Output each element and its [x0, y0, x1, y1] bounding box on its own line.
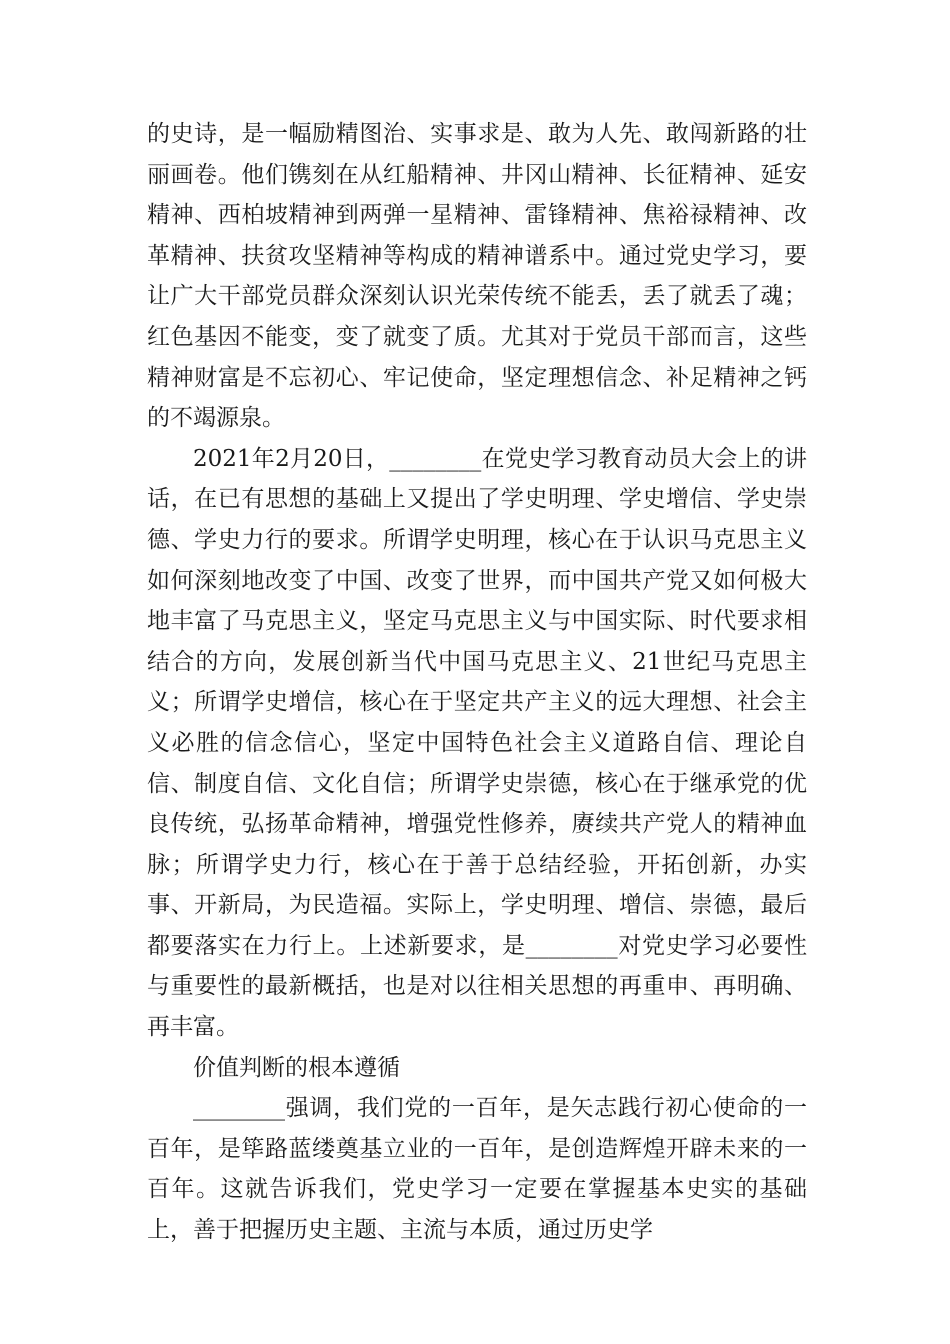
section-heading: 价值判断的根本遵循 — [193, 1054, 400, 1081]
paragraph-mobilization-speech: 2021年2月20日，________在党史学习教育动员大会上的讲话，在已有思想的基础上又提出了学史明理、学史增信、学史崇德、学史力行的要求。所谓学史明理，核心在于认识马克思主义如何深刻地改变了中国、改变了世界，而中国共产党又如何极大地丰富了马克思主义，坚定马克思主义与中国实际、时代要求相结合的方向，发展创新当代中国马克思主义、21世纪马克思主义；所谓学史增信，核心在于坚定共产主义的远大理想、社会主义必胜的信念信心，坚定中国特色社会主义道路自信、理论自信、制度自信、文化自信；所谓学史崇德，核心在于继承党的优良传统，弘扬革命精神，增强党性修养，赓续共产党人的精神血脉；所谓学史力行，核心在于善于总结经验，开拓创新，办实事、开新局，为民造福。实际上，学史明理、增信、崇德，最后都要落实在力行上。上述新要求，是________对党史学习必要性与重要性的最新概括，也是对以往相关思想的再重申、再明确、再丰富。 — [147, 445, 807, 1041]
paragraph-continuation: 的史诗，是一幅励精图治、实事求是、敢为人先、敢闯新路的壮丽画卷。他们镌刻在从红船精神、井冈山精神、长征精神、延安精神、西柏坡精神到两弹一星精神、雷锋精神、焦裕禄精神、改革精神、扶贫攻坚精神等构成的精神谱系中。通过党史学习，要让广大干部党员群众深刻认识光荣传统不能丢，丢了就丢了魂；红色基因不能变，变了就变了质。尤其对于党员干部而言，这些精神财富是不忘初心、牢记使命，坚定理想信念、补足精神之钙的不竭源泉。 — [147, 121, 807, 432]
document-body — [147, 114, 807, 1251]
paragraph-centennial: ________强调，我们党的一百年，是矢志践行初心使命的一百年，是筚路蓝缕奠基立业的一百年，是创造辉煌开辟未来的一百年。这就告诉我们，党史学习一定要在掌握基本史实的基础上，善于把握历史主题、主流与本质，通过历史学 — [147, 1095, 807, 1244]
